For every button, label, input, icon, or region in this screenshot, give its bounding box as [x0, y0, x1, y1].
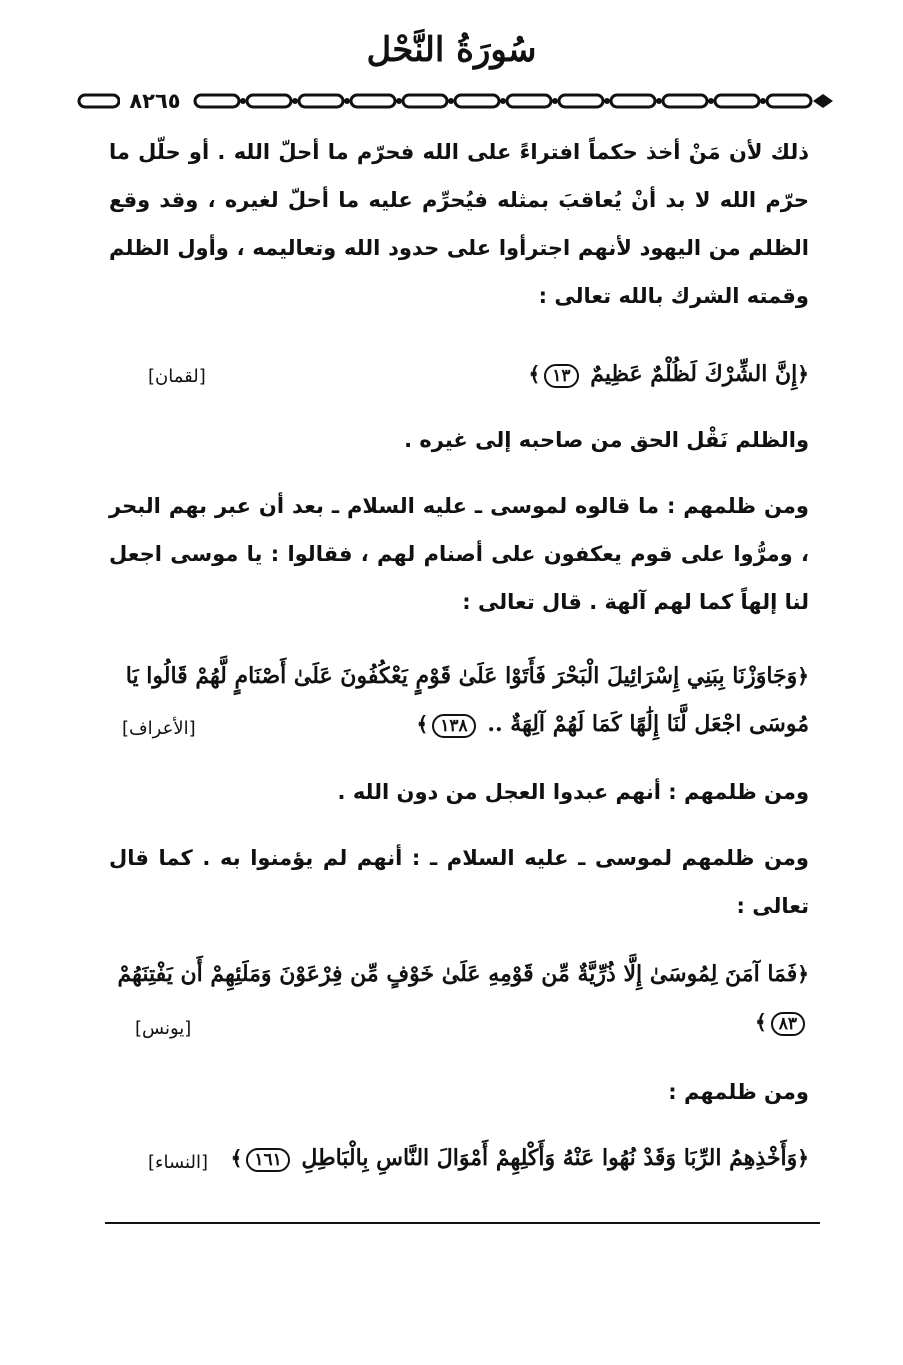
verse-text: إِنَّ الشِّرْكَ لَظُلْمٌ عَظِيمٌ [590, 361, 798, 387]
verse-number: ١٣ [544, 364, 578, 388]
surah-reference: [لقمان] [148, 366, 206, 387]
verse-araf [109, 652, 809, 750]
bottom-rule [105, 1222, 820, 1224]
paragraph-5: ومن ظلمهم لموسى ـ عليه السلام ـ : أنهم لم يؤمنوا به . كما قال تعالى : [109, 846, 809, 918]
verse-open-bracket: ﴿ [797, 362, 809, 386]
verse-yunus [109, 950, 809, 1048]
paragraph-4: ومن ظلمهم : أنهم عبدوا العجل من دون الله . [337, 780, 809, 804]
surah-reference: [يونس] [135, 1018, 192, 1039]
verse-nisa [109, 1134, 809, 1184]
verse-close-bracket: ﴾ [755, 1010, 767, 1034]
verse-open-bracket: ﴿ [797, 962, 809, 986]
surah-reference: [النساء] [148, 1152, 208, 1173]
paragraph-2: والظلم نَقْل الحق من صاحبه إلى غيره . [404, 428, 809, 452]
verse-number: ١٦١ [246, 1148, 289, 1172]
verse-text: وَجَاوَزْنَا بِبَنِي إِسْرَائِيلَ الْبَحْرَ فَأَتَوْا عَلَىٰ قَوْمٍ يَعْكُفُونَ عَلَىٰ أَصْنَامٍ لَّهُمْ قَالُوا يَا مُوسَى اجْعَل لَّنَا إِلَٰهًا كَمَا لَهُمْ آلِهَةٌ .. [125, 663, 809, 737]
paragraph-1: ذلك لأن مَنْ أخذ حكماً افتراءً على الله فحرّم ما أحلّ الله . أو حلّل ما حرّم الله لا بد أنْ يُعاقبَ بمثله فيُحرِّم عليه ما أحلّ لغيره ، وقد وقع الظلم من اليهود لأنهم اجترأوا على حدود الله وتعاليمه ، وأول الظلم وقمته الشرك بالله تعالى : [109, 140, 809, 308]
paragraph-3: ومن ظلمهم : ما قالوه لموسى ـ عليه السلام ـ بعد أن عبر بهم البحر ، ومرُّوا على قوم يعكفون على أصنام لهم ، فقالوا : يا موسى اجعل لنا إلهاً كما لهم آلهة . قال تعالى : [109, 494, 809, 614]
page-number: ٨٢٦٥ [120, 86, 190, 116]
verse-open-bracket: ﴿ [797, 1146, 809, 1170]
surah-title: سُورَةُ النَّحْل [366, 30, 537, 70]
verse-open-bracket: ﴿ [797, 664, 809, 688]
verse-close-bracket: ﴾ [528, 362, 541, 386]
verse-number: ٨٣ [771, 1012, 805, 1036]
verse-luqman [109, 350, 809, 400]
paragraph-6: ومن ظلمهم : [668, 1080, 809, 1104]
surah-reference: [الأعراف] [122, 718, 196, 739]
verse-close-bracket: ﴾ [416, 712, 429, 736]
verse-text: وَأَخْذِهِمُ الرِّبَا وَقَدْ نُهُوا عَنْهُ وَأَكْلِهِمْ أَمْوَالَ النَّاسِ بِالْبَاطِلِ [301, 1145, 798, 1171]
verse-close-bracket: ﴾ [230, 1146, 243, 1170]
verse-number: ١٣٨ [432, 714, 475, 738]
verse-text: فَمَا آمَنَ لِمُوسَىٰ إِلَّا ذُرِّيَّةٌ مِّن قَوْمِهِ عَلَىٰ خَوْفٍ مِّن فِرْعَوْنَ وَمَلَئِهِمْ أَن يَفْتِنَهُمْ [117, 961, 798, 987]
